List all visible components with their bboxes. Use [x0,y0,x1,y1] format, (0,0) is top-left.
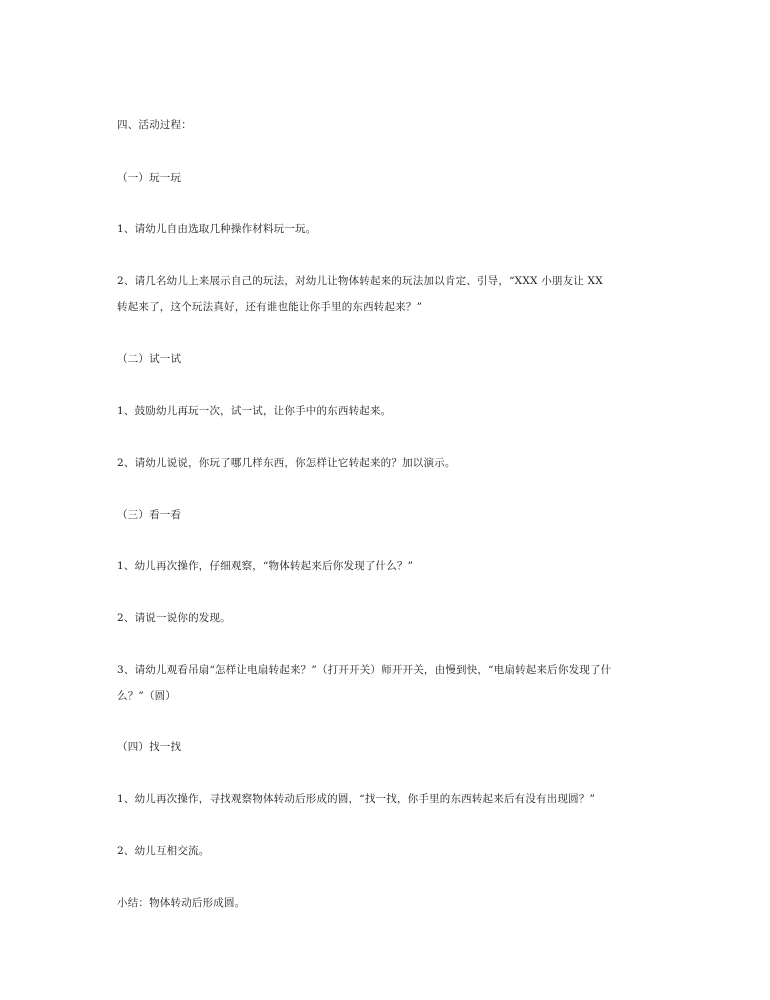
paragraph-item: 2、请几名幼儿上来展示自己的玩法，对幼儿让物体转起来的玩法加以肯定、引导，“XXX 小朋友让 XX [117,275,603,287]
subsection-title-find: （四）找一找 [117,741,182,753]
section-heading: 四、活动过程： [117,119,192,131]
paragraph-item: 1、幼儿再次操作，寻找观察物体转动后形成的圆，“找一找，你手里的东西转起来后有没有出现圆？” [117,793,596,805]
paragraph-item-continuation: 么？”（圆） [117,690,177,702]
paragraph-item-continuation: 转起来了，这个玩法真好，还有谁也能让你手里的东西转起来？” [117,301,423,313]
paragraph-item: 2、请幼儿说说，你玩了哪几样东西，你怎样让它转起来的？加以演示。 [117,457,456,469]
paragraph-item: 2、请说一说你的发现。 [117,612,231,624]
summary-text: 小结：物体转动后形成圆。 [117,897,246,909]
paragraph-item: 2、幼儿互相交流。 [117,845,210,857]
subsection-title-look: （三）看一看 [117,509,182,521]
paragraph-item: 1、幼儿再次操作，仔细观察，“物体转起来后你发现了什么？” [117,560,414,572]
paragraph-item: 1、请幼儿自由选取几种操作材料玩一玩。 [117,223,317,235]
paragraph-item: 1、鼓励幼儿再玩一次，试一试，让你手中的东西转起来。 [117,405,392,417]
subsection-title-play: （一）玩一玩 [117,172,182,184]
paragraph-item: 3、请幼儿观看吊扇“怎样让电扇转起来？”（打开开关）师开开关，由慢到快，“电扇转起来后你发现了什 [117,664,612,676]
subsection-title-try: （二）试一试 [117,353,182,365]
